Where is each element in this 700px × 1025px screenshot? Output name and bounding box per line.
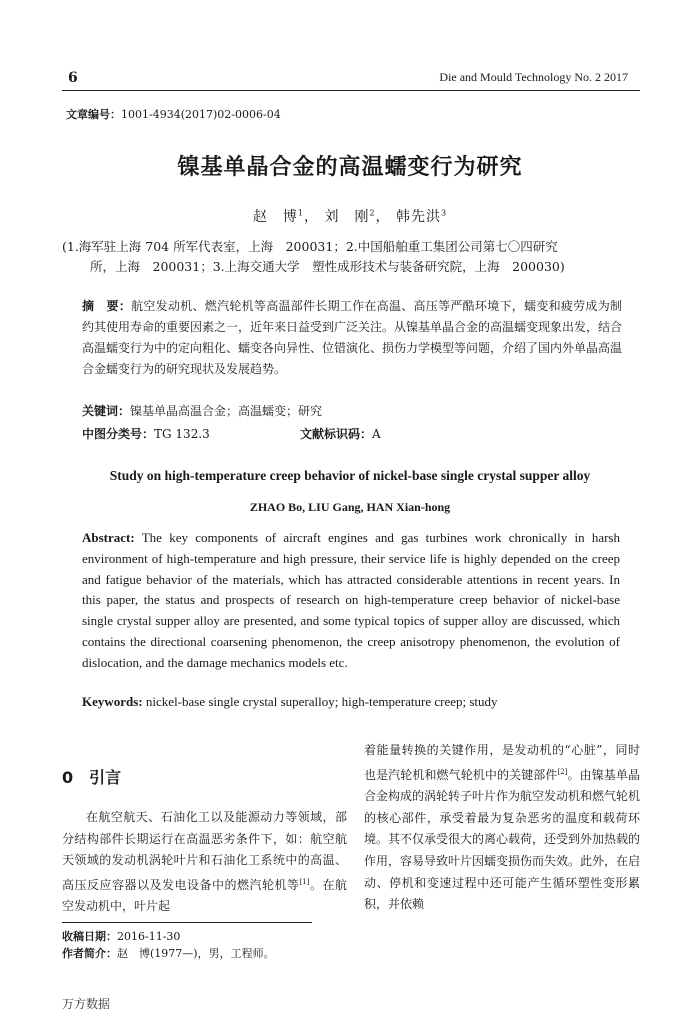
author-name: 韩先洪 (396, 209, 441, 225)
affiliation-line: 所，上海 200031；3.上海交通大学 塑性成形技术与装备研究院，上海 200030) (90, 259, 565, 274)
body-column-left (62, 807, 347, 918)
watermark: 万方数据 (62, 997, 111, 1011)
article-number-value: 1001-4934(2017)02-0006-04 (121, 108, 281, 121)
abstract-en-label: Abstract: (82, 530, 135, 545)
author-affil-mark: 1 (297, 208, 304, 218)
received-value: 2016-11-30 (117, 930, 181, 943)
document-code (300, 425, 381, 442)
document-code-label: 文献标识码： (300, 427, 373, 441)
body-column-right (364, 740, 640, 916)
body-right-text-cont: 。由镍基单晶合金构成的涡轮转子叶片作为航空发动机和燃气轮机的核心部件，承受着最为复杂恶劣的温度和载荷环境。其不仅承受很大的离心载荷，还受到外加热载的作用，容易导致叶片因蠕变损伤而失效。此外，在启动、停机和变速过程中还可能产生循环塑性变形累积，并依赖 (364, 767, 641, 912)
keywords-en-text: nickel-base single crystal superalloy; high-temperature creep; study (142, 694, 498, 709)
author-affil-mark: 2 (369, 208, 376, 218)
author-name: 刘 刚 (324, 209, 370, 225)
author-bio-label: 作者简介： (62, 947, 117, 960)
classification-value: TG 132.3 (154, 427, 210, 441)
document-code-value: A (372, 427, 381, 441)
received-date (62, 928, 180, 944)
body-right-text: 着能量转换的关键作用，是发动机的“心脏”，同时也是汽轮机和燃气轮机中的关键部件 (364, 743, 640, 782)
section-title: 引言 (89, 768, 122, 787)
classification-label: 中图分类号： (82, 427, 155, 441)
affiliations (62, 237, 644, 277)
body-left-text: 在航空航天、石油化工以及能源动力等领域，部分结构部件长期运行在高温恶劣条件下，如：航空航天领域的发动机涡轮叶片和石油化工系统中的高温、高压反应容器以及发电设备中的燃汽轮机等 (62, 810, 347, 892)
abstract-cn-text: 航空发动机、燃汽轮机等高温部件长期工作在高温、高压等严酷环境下，蠕变和疲劳成为制约其使用寿命的重要因素之一，近年来日益受到广泛关注。从镍基单晶合金的高温蠕变现象出发，结合高温蠕变行为中的定向粗化、蠕变各向异性、位错演化、损伤力学模型等问题，介绍了国内外单晶高温合金蠕变行为的研究现状及发展趋势。 (82, 299, 623, 376)
author-name: 赵 博 (252, 209, 298, 225)
section-number: 0 (62, 768, 74, 787)
keywords-cn (82, 402, 322, 419)
paper-title-cn: 镍基单晶合金的高温蠕变行为研究 (177, 155, 523, 180)
abstract-cn (82, 296, 622, 380)
authors-en: ZHAO Bo, LIU Gang, HAN Xian-hong (249, 500, 451, 514)
keywords-cn-text: 镍基单晶高温合金；高温蠕变；研究 (130, 404, 323, 418)
article-number (66, 106, 281, 122)
body-left-tail: 。在航空发动机中，叶片起 (62, 877, 347, 914)
journal-title: Die and Mould Technology No. 2 2017 (439, 70, 628, 84)
affiliation-line: (1.海军驻上海 704 所军代表室，上海 200031；2.中国船舶重工集团公司第七〇四研究 (62, 239, 558, 254)
author-affil-mark: 3 (441, 208, 448, 218)
article-number-label: 文章编号： (66, 108, 121, 121)
footnote-rule (62, 922, 312, 923)
header-rule (62, 90, 640, 91)
abstract-en-text: The key components of aircraft engines and gas turbines work chronically in harsh environment of high-temperature and high pressure, their service life is highly depended on the creep and fatigue behavior of the materials, which has attracted considerable attentions in recent years. In this paper, the status and prospects of research on high-temperature creep behavior of nickel-base single crystal supper alloy are presented, and some typical topics of supper alloy are discussed, which contains the directional coarsening phenomenon, the creep anisotropy phenomenon, the evolution of dislocation, and the damage mechanics models etc. (82, 530, 620, 670)
author-bio-value: 赵 博(1977—)，男，工程师。 (117, 947, 275, 960)
keywords-cn-label: 关键词： (82, 404, 131, 418)
citation-ref: [2] (557, 767, 568, 776)
received-label: 收稿日期： (62, 930, 117, 943)
section-heading (62, 765, 121, 788)
abstract-cn-label: 摘 要： (82, 299, 132, 313)
classification-code (82, 425, 210, 442)
authors-cn: 赵 博$^1$， 刘 刚$^2$， 韩先洪$^3$ (252, 208, 448, 225)
page-number: 6 (68, 70, 78, 86)
paper-title-en: Study on high-temperature creep behavior of nickel-base single crystal supper alloy (109, 468, 591, 483)
author-bio (62, 945, 275, 961)
citation-ref: [1] (299, 877, 310, 886)
keywords-en (82, 694, 620, 710)
abstract-en (82, 528, 620, 674)
keywords-en-label: Keywords: (82, 694, 143, 709)
